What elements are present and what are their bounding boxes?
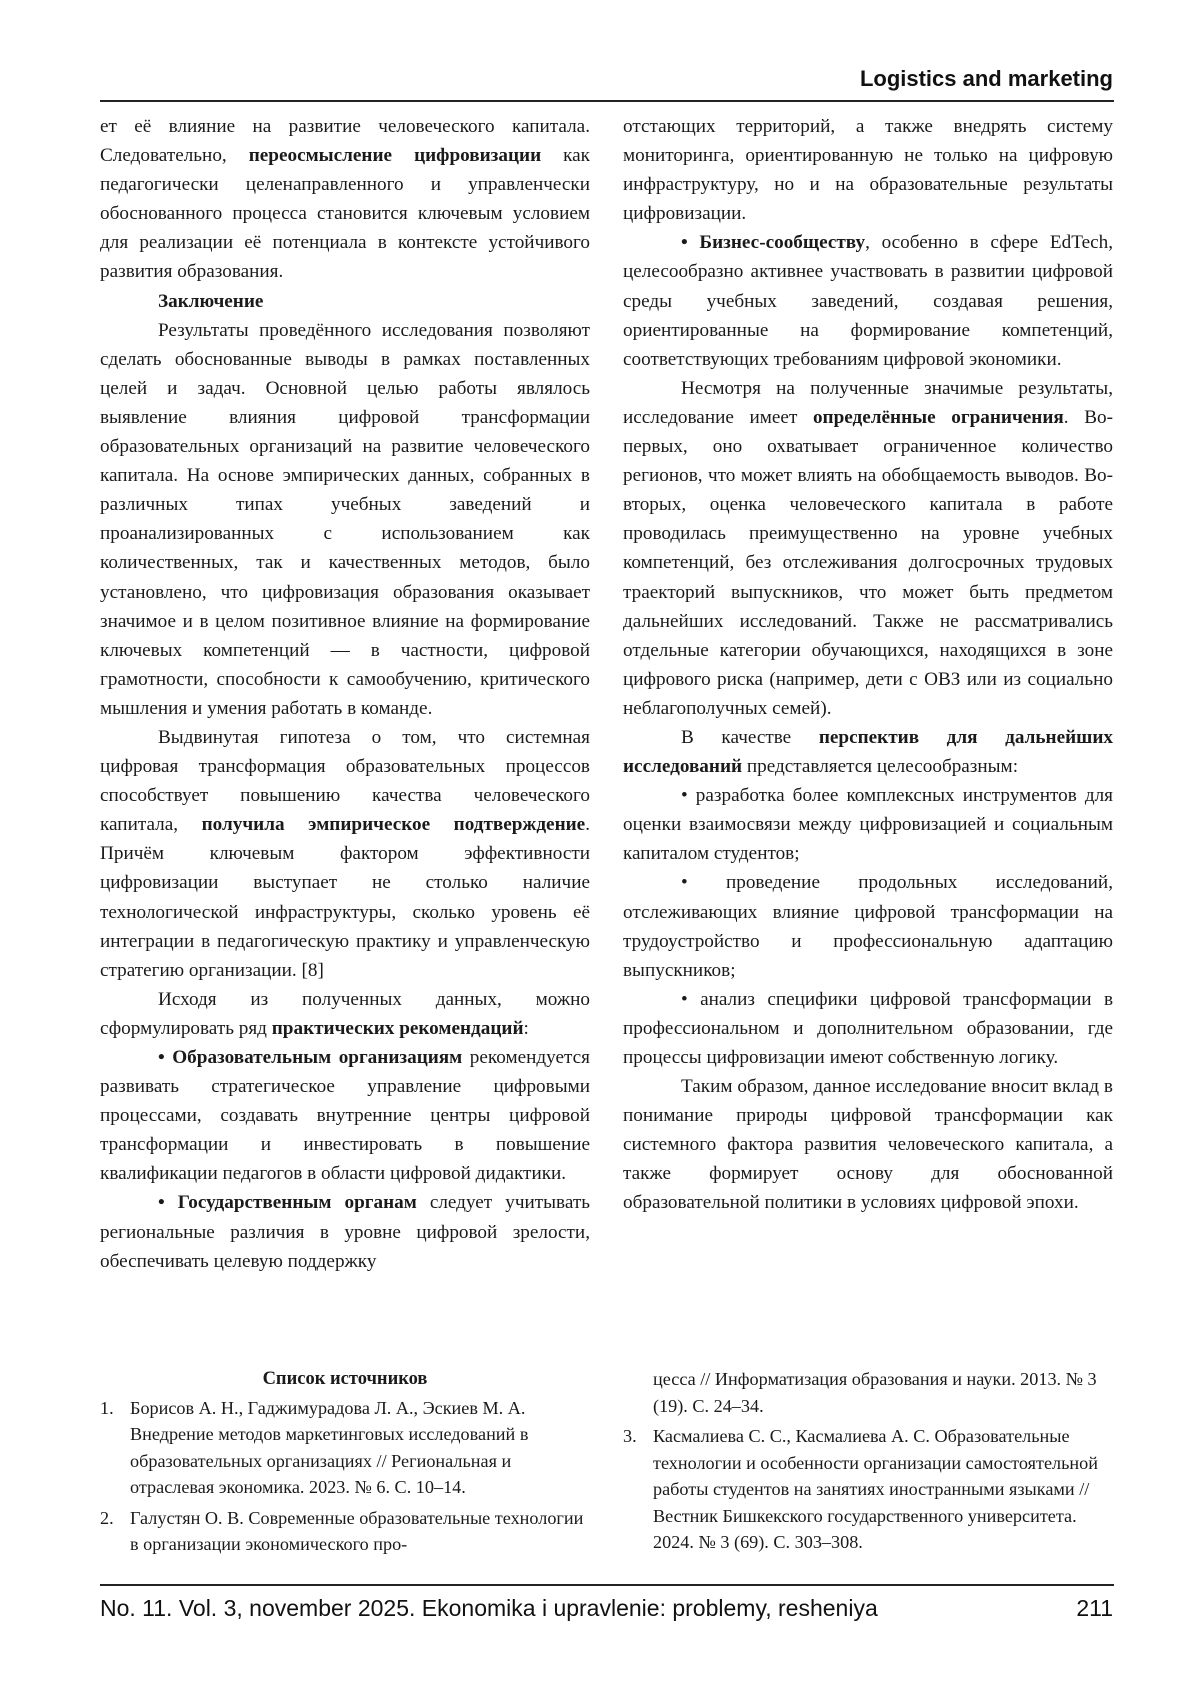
footer-citation: No. 11. Vol. 3, november 2025. Ekonomika i upravlenie: problemy, resheniya — [100, 1595, 878, 1621]
reference-number: 1. — [100, 1397, 114, 1418]
bold-span: получила эмпирическое подтверждение — [201, 814, 586, 836]
paragraph — [623, 723, 1113, 781]
list-item: • разработка более комплексных инструментов для оценки взаимосвязи между цифровизацией и социальным капиталом студентов; — [623, 785, 1113, 865]
footer-divider — [100, 1584, 1114, 1586]
text-span: ет её влияние на развитие человеческого капитала. Следовательно, — [100, 116, 590, 167]
paragraph — [100, 985, 590, 1043]
reference-number: 2. — [100, 1507, 114, 1528]
paragraph — [100, 723, 590, 985]
reference-text: цесса // Информатизация образования и науки. 2013. № 3 (19). С. 24–34. — [653, 1369, 1097, 1416]
text-span: Выдвинутая гипотеза о том, что системная цифровая трансформация образовательных процессов способствует повышению качества человеческого капитала, — [100, 726, 590, 836]
bold-span: • Бизнес-сообществу — [681, 232, 866, 254]
references-left — [100, 1366, 590, 1562]
paragraph — [100, 112, 590, 287]
reference-text: Галустян О. В. Современные образовательные технологии в организации экономического про- — [130, 1507, 584, 1554]
recommendation-item — [623, 228, 1113, 373]
bold-span: практических рекомендаций — [271, 1017, 524, 1039]
left-column — [100, 112, 590, 1276]
bold-span: • Образовательным организациям — [158, 1047, 463, 1068]
text-span: , особенно в сфере EdTech, целесообразно активнее участвовать в развитии цифровой среды учебных заведений, создавая решения, ориентированные на формирование компетенций, соответствующих требованиям цифровой экономики. — [623, 232, 1113, 370]
text-span: Исходя из полученных данных, можно сформулировать ряд — [100, 988, 590, 1039]
reference-item — [100, 1395, 590, 1501]
text-span: представляется целесообразным: — [742, 756, 1019, 778]
text-span: рекомендуется развивать стратегическое управление цифровыми процессами, создавать внутренние центры цифровой трансформации и инвестировать в повышение квалификации педагогов в области цифровой дидактики. — [100, 1047, 590, 1185]
text-span: : — [523, 1017, 529, 1039]
reference-continuation — [623, 1366, 1113, 1419]
paragraph: Таким образом, данное исследование вносит вклад в понимание природы цифровой трансформации как системного фактора развития человеческого капитала, а также формирует основу для обоснованной образовательной политики в условиях цифровой эпохи. — [623, 1076, 1113, 1214]
reference-text: Касмалиева С. С., Касмалиева А. С. Образовательные технологии и особенности организации самостоятельной работы студентов на занятиях иностранными языками // Вестник Бишкекского государственного университета. 2024. № 3 (69). С. 303–308. — [653, 1426, 1098, 1552]
recommendation-item — [100, 1043, 590, 1188]
paragraph: отстающих территорий, а также внедрять систему мониторинга, ориентированную не только на цифровую инфраструктуру, но и на образовательные результаты цифровизации. — [623, 116, 1113, 225]
text-span: следует учитывать региональные различия в уровне цифровой зрелости, обеспечивать целевую поддержку — [100, 1192, 590, 1272]
bold-span: • Государственным органам — [158, 1192, 417, 1214]
recommendation-item — [100, 1188, 590, 1275]
text-span: как педагогически целенаправленного и управленчески обоснованного процесса становится ключевым условием для реализации её потенциала в контексте устойчивого развития образования. — [100, 145, 590, 283]
list-item: • проведение продольных исследований, отслеживающих влияние цифровой трансформации на трудоустройство и профессиональную адаптацию выпускников; — [623, 872, 1113, 981]
journal-section-title: Logistics and marketing — [859, 66, 1113, 91]
paragraph — [623, 374, 1113, 723]
paragraph: Результаты проведённого исследования позволяют сделать обоснованные выводы в рамках поставленных целей и задач. Основной целью работы являлось выявление влияния цифровой трансформации образовательных организаций на развитие человеческого капитала. На основе эмпирических данных, собранных в различных типах учебных заведений и проанализированных с использованием как количественных, так и качественных методов, было установлено, что цифровизация образования оказывает значимое и в целом позитивное влияние на формирование ключевых компетенций — в частности, цифровой грамотности, способности к самообучению, критического мышления и умения работать в команде. — [100, 319, 590, 719]
reference-text: Борисов А. Н., Гаджимурадова Л. А., Эскиев М. А. Внедрение методов маркетинговых исследований в образовательных организациях // Региональная и отраслевая экономика. 2023. № 6. С. 10–14. — [130, 1397, 529, 1497]
text-span: . Во-первых, оно охватывает ограниченное количество регионов, что может влиять на обобщаемость выводов. Во-вторых, оценка человеческого капитала в работе проводилась преимущественно на уровне учебных компетенций, без отслеживания долгосрочных трудовых траекторий выпускников, что может быть предметом дальнейших исследований. Также не рассматривались отдельные категории обучающихся, находящихся в зоне цифрового риска (например, дети с ОВЗ или из социально неблагополучных семей). — [623, 406, 1113, 719]
list-item: • анализ специфики цифровой трансформации в профессиональном и дополнительном образовании, где процессы цифровизации имеют собственную логику. — [623, 988, 1113, 1068]
bold-span: перспектив для дальнейших исследований — [623, 726, 1113, 778]
bold-span: определённые ограничения — [812, 406, 1064, 428]
references-right — [623, 1366, 1113, 1560]
text-span: Несмотря на полученные значимые результаты, исследование имеет — [623, 377, 1113, 428]
text-span: В качестве — [681, 726, 819, 748]
page-number: 211 — [1076, 1595, 1113, 1621]
conclusion-heading — [100, 287, 590, 316]
text-span: . Причём ключевым фактором эффективности цифровизации выступает не столько наличие технологической инфраструктуры, сколько уровень её интеграции в педагогическую практику и управленческую стратегию организации. [8] — [100, 814, 590, 981]
references-heading: Список источников — [262, 1369, 428, 1389]
reference-item — [623, 1423, 1113, 1556]
header-divider — [100, 100, 1114, 102]
right-column — [623, 112, 1113, 1218]
reference-item — [100, 1505, 590, 1558]
bold-span: переосмысление цифровизации — [248, 145, 542, 167]
reference-number: 3. — [623, 1426, 637, 1446]
heading-text: Заключение — [158, 290, 264, 312]
